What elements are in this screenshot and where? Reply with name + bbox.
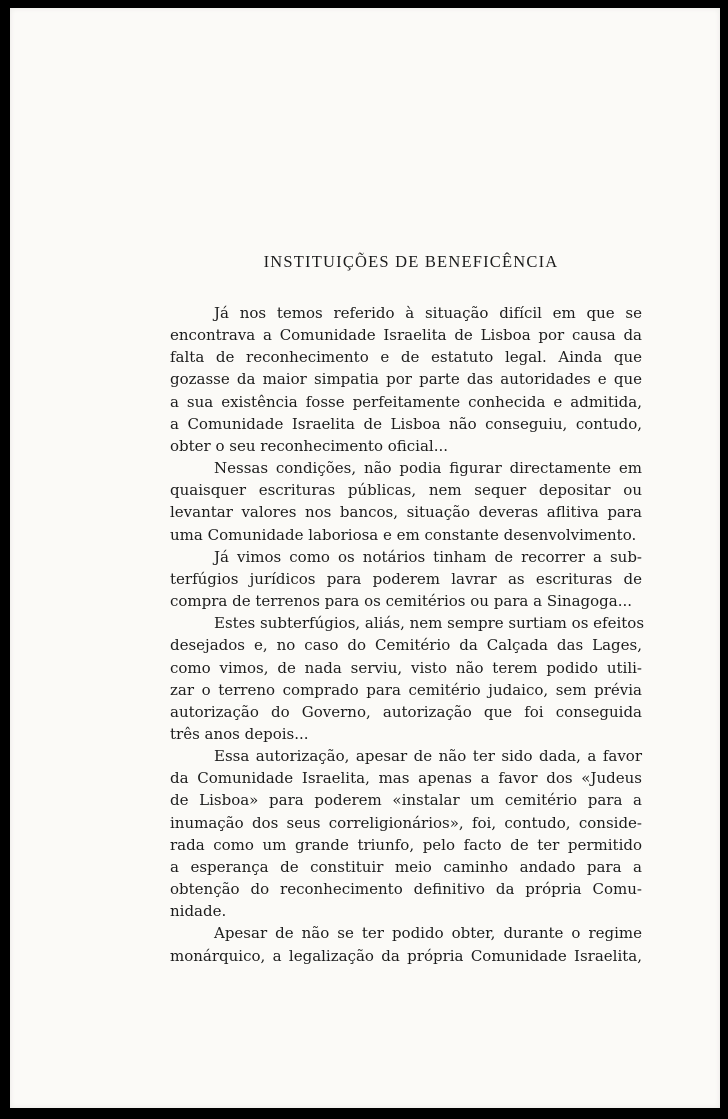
- text-line: inumação dos seus correligionários», foi, contudo, conside-: [170, 813, 642, 832]
- paragraph: [170, 612, 645, 745]
- text-line: rada como um grande triunfo, pelo facto de ter permitido: [170, 835, 642, 854]
- text-line: falta de reconhecimento e de estatuto legal. Ainda que: [170, 348, 642, 367]
- text-line: desejados e, no caso do Cemitério da Calçada das Lages,: [170, 636, 642, 655]
- text-line: obtenção do reconhecimento definitivo da própria Comu-: [170, 880, 642, 899]
- text-line: nidade.: [170, 902, 227, 921]
- book-page: [10, 8, 720, 1108]
- text-line: Essa autorização, apesar de não ter sido dada, a favor: [214, 747, 642, 766]
- paragraph: [170, 302, 642, 457]
- page-content: [170, 250, 645, 967]
- text-line: a Comunidade Israelita de Lisboa não conseguiu, contudo,: [170, 414, 642, 433]
- text-line: três anos depois...: [170, 724, 309, 743]
- paragraph: [170, 546, 642, 612]
- paragraph: [170, 457, 642, 546]
- text-line: quaisquer escrituras públicas, nem sequer depositar ou: [170, 481, 642, 500]
- text-line: monárquico, a legalização da própria Comunidade Israelita,: [170, 946, 642, 965]
- text-line: zar o terreno comprado para cemitério judaico, sem prévia: [170, 680, 642, 699]
- text-line: uma Comunidade laboriosa e em constante desenvolvimento.: [170, 525, 637, 544]
- text-line: obter o seu reconhecimento oficial...: [170, 436, 449, 455]
- text-line: como vimos, de nada serviu, visto não terem podido utili-: [170, 658, 642, 677]
- text-line: Já vimos como os notários tinham de recorrer a sub-: [214, 547, 642, 566]
- text-line: encontrava a Comunidade Israelita de Lisboa por causa da: [170, 326, 642, 345]
- page-title: INSTITUIÇÕES DE BENEFICÊNCIA: [263, 252, 559, 271]
- text-line: Já nos temos referido à situação difícil em que se: [214, 304, 642, 322]
- text-line: Nessas condições, não podia figurar directamente em: [214, 459, 642, 478]
- text-line: a esperança de constituir meio caminho andado para a: [170, 857, 642, 876]
- text-line: de Lisboa» para poderem «instalar um cemitério para a: [170, 791, 642, 810]
- text-line: gozasse da maior simpatia por parte das autoridades e que: [170, 370, 642, 389]
- body-text: [170, 302, 645, 967]
- text-line: compra de terrenos para os cemitérios ou para a Sinagoga...: [170, 592, 633, 611]
- paragraph: [170, 745, 642, 922]
- text-line: a sua existência fosse perfeitamente conhecida e admitida,: [170, 392, 642, 411]
- text-line: Apesar de não se ter podido obter, durante o regime: [214, 924, 642, 943]
- text-line: levantar valores nos bancos, situação deveras aflitiva para: [170, 503, 642, 522]
- text-line: autorização do Governo, autorização que foi conseguida: [170, 702, 642, 721]
- text-line: da Comunidade Israelita, mas apenas a favor dos «Judeus: [170, 769, 642, 788]
- paragraph: [170, 922, 642, 966]
- text-line: terfúgios jurídicos para poderem lavrar as escrituras de: [170, 569, 642, 588]
- text-line: Estes subterfúgios, aliás, nem sempre surtiam os efeitos: [214, 614, 645, 633]
